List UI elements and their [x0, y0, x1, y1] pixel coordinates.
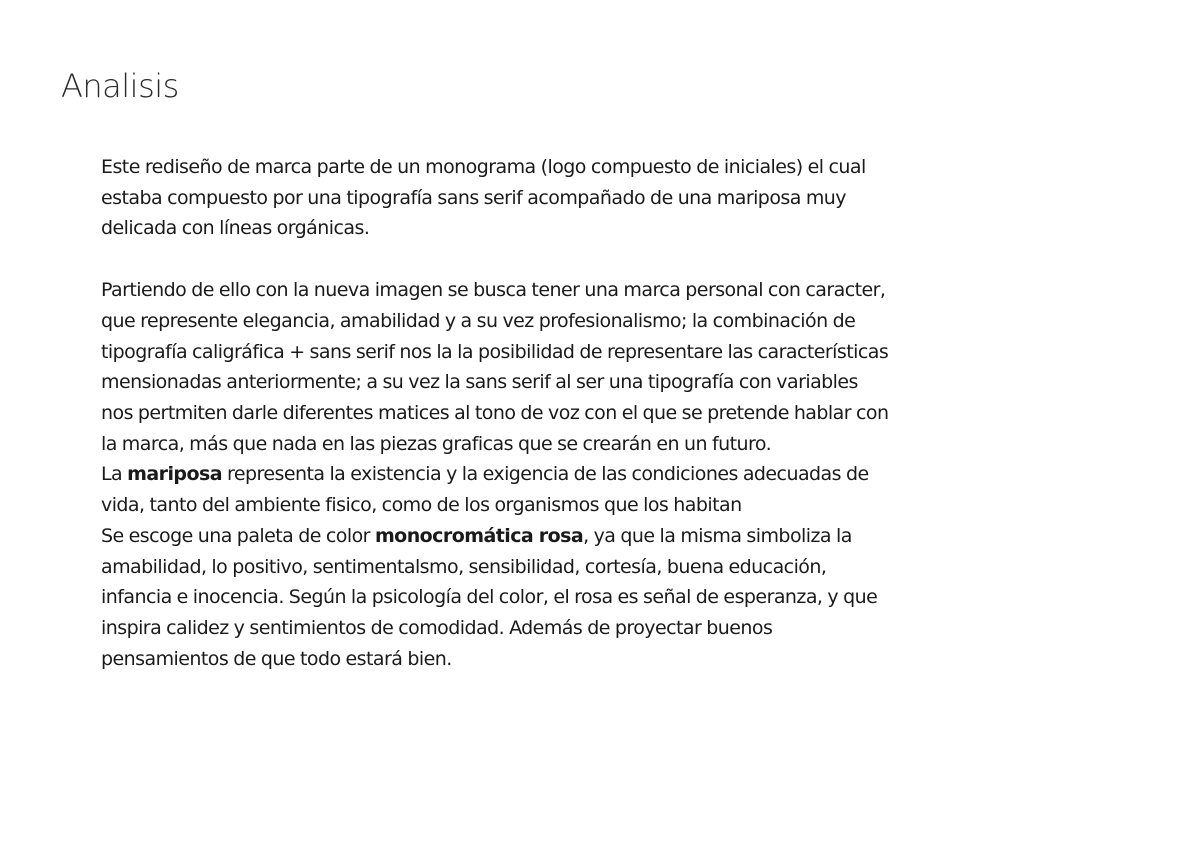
color-line-4: inspira calidez y sentimientos de comodidad. Además de proyectar buenos — [101, 616, 773, 639]
body-text — [101, 152, 1021, 674]
paragraph-2-line-3: tipografía caligráfica + sans serif nos la la posibilidad de representare las características — [101, 340, 889, 363]
page-title: Analisis — [61, 67, 179, 105]
color-line-5: pensamientos de que todo estará bien. — [101, 647, 452, 670]
paragraph-1-line-2: estaba compuesto por una tipografía sans serif acompañado de una mariposa muy — [101, 186, 846, 209]
paragraph-2-line-1: Partiendo de ello con la nueva imagen se busca tener una marca personal con caracter, — [101, 279, 886, 302]
color-line-2: amabilidad, lo positivo, sentimentalsmo, sensibilidad, cortesía, buena educación, — [101, 555, 827, 578]
color-keyword: monocromática rosa — [374, 524, 584, 547]
paragraph-2-line-5: nos pertmiten darle diferentes matices al tono de voz con el que se pretende hablar con — [101, 402, 889, 425]
paragraph-2-line-6: la marca, más que nada en las piezas graficas que se crearán en un futuro. — [101, 432, 772, 455]
color-suffix: , ya que la misma simboliza la — [583, 524, 852, 547]
butterfly-keyword: mariposa — [127, 463, 223, 486]
paragraph-1-line-1: Este rediseño de marca parte de un monograma (logo compuesto de iniciales) el cual — [101, 156, 866, 178]
butterfly-line-2: vida, tanto del ambiente fisico, como de los organismos que los habitan — [101, 494, 742, 517]
color-line-3: infancia e inocencia. Según la psicología del color, el rosa es señal de esperanza, y que — [101, 586, 878, 609]
paragraph-2-line-4: mensionadas anteriormente; a su vez la sans serif al ser una tipografía con variables — [101, 371, 858, 394]
paragraph-2-line-2: que represente elegancia, amabilidad y a su vez profesionalismo; la combinación de — [101, 310, 856, 333]
butterfly-line-1 — [101, 459, 1021, 490]
paragraph-spacer — [101, 244, 1021, 275]
butterfly-prefix: La — [101, 463, 128, 486]
paragraph-1-line-3: delicada con líneas orgánicas. — [101, 217, 370, 240]
color-prefix: Se escoge una paleta de color — [101, 524, 375, 547]
color-line-1 — [101, 521, 1021, 552]
butterfly-suffix: representa la existencia y la exigencia de las condiciones adecuadas de — [222, 463, 869, 486]
